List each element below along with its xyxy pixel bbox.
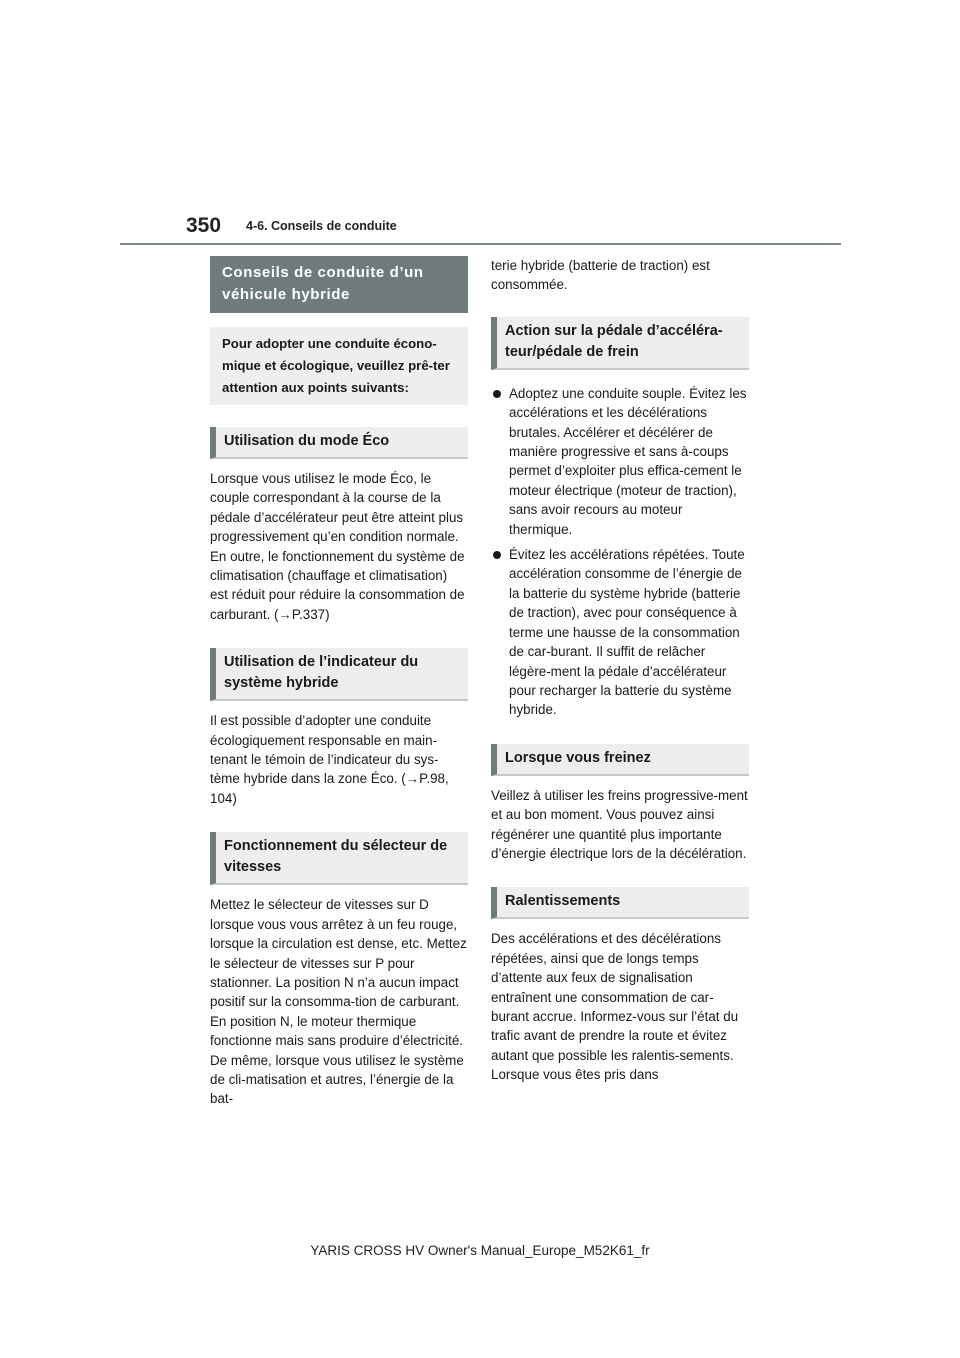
body-eco-mode: Lorsque vous utilisez le mode Éco, le couple correspondant à la course de la pédale d’accélérateur peut être atteint plus progressivement qu’en condition normale. En outre, le fonctionnement du système de climatisation (chauffage et climatisation) est réduit pour réduire la consommation de carburant. (→P.337)	[210, 471, 465, 622]
continuation-text: terie hybride (batterie de traction) est consommée.	[491, 258, 710, 293]
body-gear-selector: Mettez le sélecteur de vitesses sur D lorsque vous vous arrêtez à un feu rouge, lorsque la circulation est dense, etc. Mettez le sélecteur de vitesses sur P pour stationner. La position N n’a aucun impact positif sur la consomma-tion de carburant. En position N, le moteur thermique fonctionne mais sans produire d’électricité. De même, lorsque vous utilisez le système de cli-matisation et autres, l’énergie de la bat-	[210, 897, 467, 1107]
bullet-dot-icon	[493, 390, 501, 398]
left-column	[210, 256, 468, 1109]
right-column	[491, 256, 749, 1085]
manual-footer: YARIS CROSS HV Owner's Manual_Europe_M52K61_fr	[310, 1243, 650, 1258]
list-item: Adoptez une conduite souple. Évitez les accélérations et les décélérations brutales. Accélérer et décélérer de manière progressive et sans à-coups permet d’exploiter plus effica-cement le moteur électrique (moteur de traction), sans avoir recours au moteur thermique.	[491, 384, 749, 539]
header-rule	[120, 243, 841, 245]
body-traffic-jams: Des accélérations et des décélérations répétées, ainsi que de longs temps d’attente aux feux de signalisation entraînent une consommation de car-burant accrue. Informez-vous sur l’état du trafic avant de prendre la route et évitez autant que possible les ralentis-sements. Lorsque vous êtes pris dans	[491, 931, 739, 1083]
heading-gear-selector: Fonctionnement du sélecteur de vitesses	[210, 832, 468, 885]
section-label: 4-6. Conseils de conduite	[246, 219, 397, 233]
heading-hybrid-indicator: Utilisation de l’indicateur du système hybride	[210, 648, 468, 701]
pedal-bullet-list	[491, 384, 749, 720]
intro-box: Pour adopter une conduite écono-mique et écologique, veuillez prê-ter attention aux points suivants:	[210, 327, 468, 405]
heading-pedals: Action sur la pédale d’accéléra-teur/pédale de frein	[491, 317, 749, 370]
heading-eco-mode: Utilisation du mode Éco	[210, 427, 468, 459]
heading-braking: Lorsque vous freinez	[491, 744, 749, 776]
page-number: 350	[186, 214, 222, 237]
heading-traffic-jams: Ralentissements	[491, 887, 749, 919]
bullet-dot-icon	[493, 551, 501, 559]
list-item: Évitez les accélérations répétées. Toute accélération consomme de l’énergie de la batterie du système hybride (batterie de traction), avec pour conséquence à terme une hausse de la consommation de car-burant. Il suffit de relâcher légère-ment la pédale d’accélérateur pour recharger la batterie du système hybride.	[491, 545, 749, 720]
body-hybrid-indicator: Il est possible d’adopter une conduite écologiquement responsable en main-tenant le témoin de l’indicateur du sys-tème hybride dans la zone Éco. (→P.98, 104)	[210, 713, 449, 806]
body-braking: Veillez à utiliser les freins progressive-ment et au bon moment. Vous pouvez ainsi régénérer une quantité plus importante d’énergie électrique lors de la décélération.	[491, 787, 748, 861]
main-heading: Conseils de conduite d’un véhicule hybride	[210, 256, 468, 313]
